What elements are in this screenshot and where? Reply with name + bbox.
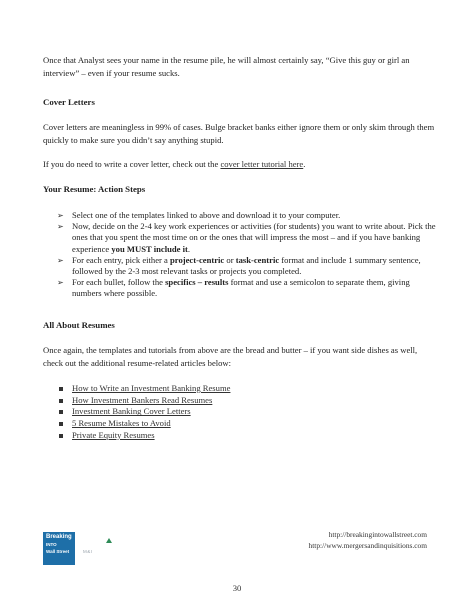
resume-article-item <box>57 430 437 442</box>
action-step-item <box>57 277 437 299</box>
action-step-text-middle: or <box>224 254 236 265</box>
action-step-text: Now, decide on the 2-4 key work experiences or activities (for students) you want to write about. Pick the ones that you spent the most time on or the ones that will impress the most – and if you have banking experience <box>72 221 436 254</box>
square-bullet-icon <box>59 399 63 403</box>
breaking-into-wall-street-logo <box>43 532 75 565</box>
action-step-emphasis: you MUST include it <box>111 243 188 254</box>
action-step-text: Select one of the templates linked to above and download it to your computer. <box>72 210 341 220</box>
specifics-results-emphasis: specifics – results <box>165 277 229 288</box>
cover-letter-tutorial-prefix: If you do need to write a cover letter, check out the <box>43 159 221 169</box>
resume-article-link[interactable]: 5 Resume Mistakes to Avoid <box>72 418 171 429</box>
action-step-item <box>57 221 437 255</box>
action-steps-list <box>57 210 437 300</box>
action-step-text: For each entry, pick either a <box>72 254 170 265</box>
intro-paragraph: Once that Analyst sees your name in the resume pile, he will almost certainly say, “Give this guy or girl an interview” – even if your resume sucks. <box>43 55 410 78</box>
arrow-bullet-icon: ➢ <box>57 255 64 265</box>
arrow-bullet-icon: ➢ <box>57 222 64 232</box>
page-number: 30 <box>232 583 242 593</box>
logo-line-2: INTO <box>46 542 57 547</box>
logo-line-1: Breaking <box>46 534 72 540</box>
square-bullet-icon <box>59 410 63 414</box>
all-about-resumes-heading: All About Resumes <box>43 320 115 330</box>
cover-letter-tutorial-suffix: . <box>303 159 306 169</box>
cover-letter-tutorial-paragraph <box>43 158 435 171</box>
action-step-item <box>57 255 437 277</box>
footer-url-biws[interactable]: http://breakingintowallstreet.com <box>328 530 427 539</box>
action-step-item <box>57 210 437 221</box>
cover-letters-heading: Cover Letters <box>43 97 95 107</box>
resume-article-link[interactable]: Private Equity Resumes <box>72 429 155 440</box>
resume-article-item <box>57 395 437 407</box>
square-bullet-icon <box>59 387 63 391</box>
partner-logo-text: M&I <box>83 549 93 554</box>
square-bullet-icon <box>59 434 63 438</box>
logo-line-3: Wall Street <box>46 549 70 554</box>
resume-article-link[interactable]: How Investment Bankers Read Resumes <box>72 394 213 405</box>
cover-letter-tutorial-link[interactable]: cover letter tutorial here <box>220 159 304 169</box>
action-step-text-end: format and include 1 summary sentence, followed by the 2-3 most relevant tasks or projects you completed. <box>72 254 421 277</box>
arrow-bullet-icon: ➢ <box>57 211 64 220</box>
resume-article-item <box>57 383 437 395</box>
resume-article-link[interactable]: How to Write an Investment Banking Resume <box>72 383 231 393</box>
arrow-bullet-icon: ➢ <box>57 278 64 288</box>
square-bullet-icon <box>59 422 63 426</box>
resume-article-item <box>57 418 437 430</box>
action-steps-heading: Your Resume: Action Steps <box>43 184 146 194</box>
action-step-text-end: format and use a semicolon to separate them, giving numbers where possible. <box>72 277 410 299</box>
footer-url-mi[interactable]: http://www.mergersandinquisitions.com <box>308 541 427 550</box>
resume-article-link[interactable]: Investment Banking Cover Letters <box>72 406 191 417</box>
project-centric-emphasis: project-centric <box>170 254 225 265</box>
resume-article-item <box>57 406 437 418</box>
cover-letters-paragraph: Cover letters are meaningless in 99% of cases. Bulge bracket banks either ignore them or only skim through them quickly to make sure you didn’t say anything stupid. <box>43 122 435 145</box>
resume-articles-list <box>57 383 437 441</box>
partner-logo-icon <box>106 538 112 543</box>
all-about-resumes-paragraph: Once again, the templates and tutorials from above are the bread and butter – if you want side dishes as well, check out the additional resume-related articles below: <box>43 345 418 368</box>
action-step-text: For each bullet, follow the <box>72 277 166 288</box>
action-step-text-end: . <box>187 243 191 254</box>
task-centric-emphasis: task-centric <box>235 254 280 265</box>
